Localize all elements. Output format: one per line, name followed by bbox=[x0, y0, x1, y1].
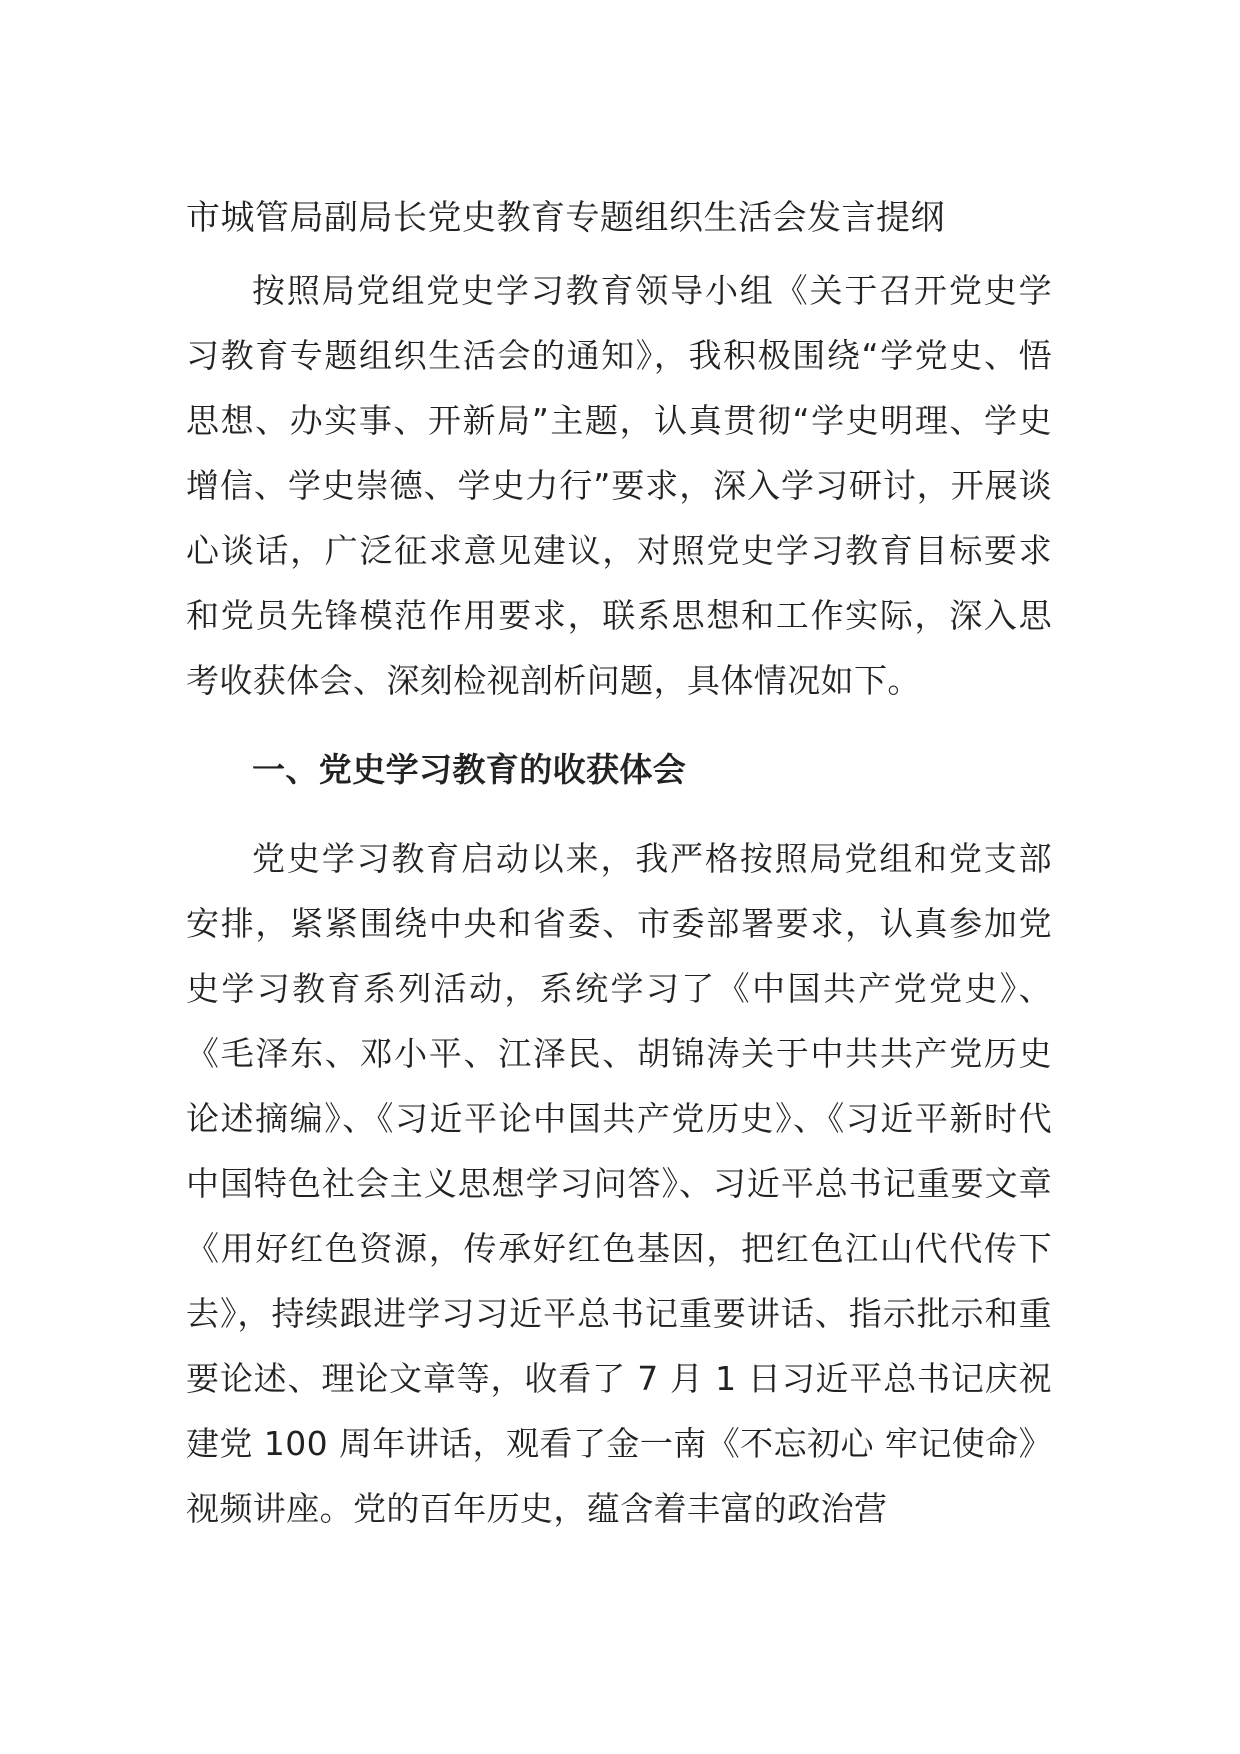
document-title: 市城管局副局长党史教育专题组织生活会发言提纲 bbox=[186, 198, 945, 238]
intro-paragraph: 按照局党组党史学习教育领导小组《关于召开党史学习教育专题组织生活会的通知》，我积极围绕“学党史、悟思想、办实事、开新局”主题，认真贯彻“学史明理、学史增信、学史崇德、学史力行”要求，深入学习研讨，开展谈心谈话，广泛征求意见建议，对照党史学习教育目标要求和党员先锋模范作用要求，联系思想和工作实际，深入思考收获体会、深刻检视剖析问题，具体情况如下。 bbox=[186, 271, 1052, 700]
document-body bbox=[186, 196, 1052, 1541]
section-paragraph: 党史学习教育启动以来，我严格按照局党组和党支部安排，紧紧围绕中央和省委、市委部署要求，认真参加党史学习教育系列活动，系统学习了《中国共产党党史》、《毛泽东、邓小平、江泽民、胡锦涛关于中共共产党历史论述摘编》、《习近平论中国共产党历史》、《习近平新时代中国特色社会主义思想学习问答》、习近平总书记重要文章《用好红色资源，传承好红色基因，把红色江山代代传下去》，持续跟进学习习近平总书记重要讲话、指示批示和重要论述、理论文章等，收看了 7 月 1 日习近平总书记庆祝建党 100 周年讲话，观看了金一南《不忘初心 牢记使命》视频讲座。党的百年历史，蕴含着丰富的政治营 bbox=[186, 839, 1052, 1528]
section-heading: 一、党史学习教育的收获体会 bbox=[252, 750, 687, 789]
